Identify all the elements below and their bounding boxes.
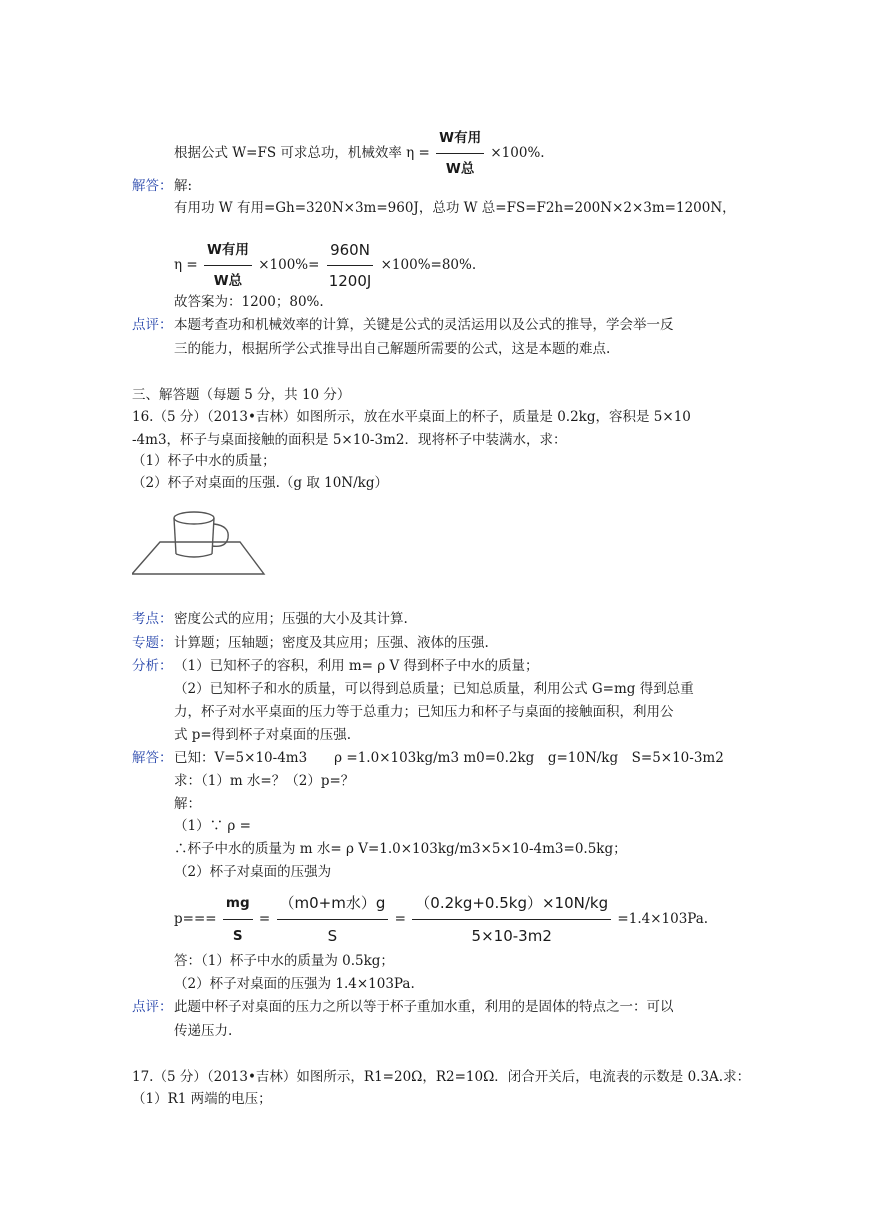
step1b-line: ∴杯子中水的质量为 m 水= ρ V=1.0×103kg/m3×5×10-4m3=0.5kg；: [174, 841, 627, 857]
pressure-formula-line: [174, 888, 708, 951]
equals-sign: =: [394, 911, 406, 927]
formula-prefix: 根据公式 W=FS 可求总功，机械效率 η =: [174, 145, 430, 161]
step2-line: （2）杯子对桌面的压强为: [174, 864, 332, 880]
q16-solution-tag: 解答：: [132, 750, 173, 766]
eta-calc-end: ×100%=80%.: [380, 257, 477, 273]
fenxi-line-2: （2）已知杯子和水的质量，可以得到总质量；已知总质量，利用公式 G=mg 得到总重: [174, 681, 694, 697]
eta-calculation-line: [174, 236, 476, 295]
pressure-numerator-1: mg: [223, 888, 253, 920]
eta-numerator: W有用: [436, 124, 484, 154]
eta-denominator: W总: [445, 161, 475, 177]
fenxi-line-1: （1）已知杯子的容积，利用 m= ρ V 得到杯子中水的质量；: [174, 658, 539, 674]
find-line: 求：（1）m 水=？（2）p=？: [174, 773, 355, 789]
zhuanti-text: 计算题；压轴题；密度及其应用；压强、液体的压强.: [174, 635, 489, 651]
eta-calc-numerator-2: 960N: [327, 236, 373, 266]
pressure-denominator-2: S: [327, 927, 338, 945]
kaodian-tag: 考点：: [132, 611, 173, 627]
q17-line-2: （1）R1 两端的电压；: [132, 1091, 272, 1107]
answer-line-1: 答：（1）杯子中水的质量为 0.5kg；: [174, 953, 394, 969]
eta-fraction: [436, 124, 484, 183]
fenxi-line-3: 力，杯子对水平桌面的压力等于总重力；已知压力和杯子与桌面的接触面积，利用公: [174, 704, 674, 720]
q16-comment-line-2: 传递压力.: [174, 1023, 233, 1039]
comment-line-2: 三的能力，根据所学公式推导出自己解题所需要的公式，这是本题的难点.: [174, 341, 611, 357]
q16-sub-2: （2）杯子对桌面的压强.（g 取 10N/kg）: [132, 475, 388, 491]
pressure-result: =1.4×103Pa.: [617, 911, 709, 927]
answer-line: 故答案为：1200；80%.: [174, 294, 324, 310]
kaodian-text: 密度公式的应用；压强的大小及其计算.: [174, 611, 408, 627]
q16-sub-1: （1）杯子中水的质量；: [132, 453, 276, 469]
eta-calc-fraction-2: [326, 236, 375, 295]
q16-line-2: -4m3，杯子与桌面接触的面积是 5×10-3m2．现将杯子中装满水，求：: [132, 432, 567, 448]
solution-tag: 解答：: [132, 178, 173, 194]
step1-line: （1）∵ ρ =: [174, 818, 251, 834]
eta-calc-denominator-1: W总: [213, 273, 243, 289]
eta-calc-prefix: η =: [174, 257, 198, 273]
q16-line-1: 16.（5 分）（2013•吉林）如图所示，放在水平桌面上的杯子，质量是 0.2kg，容积是 5×10: [132, 409, 691, 425]
cup-on-table-figure: [132, 500, 272, 582]
useful-work-line: 有用功 W 有用=Gh=320N×3m=960J，总功 W 总=FS=F2h=200N×2×3m=1200N，: [174, 200, 736, 216]
jie-line: 解：: [174, 796, 201, 812]
eta-calc-denominator-2: 1200J: [328, 272, 372, 290]
q16-comment-tag: 点评：: [132, 999, 173, 1015]
pressure-fraction-3: [412, 888, 611, 951]
pressure-denominator-1: S: [232, 928, 243, 944]
q17-line-1: 17.（5 分）（2013•吉林）如图所示，R1=20Ω，R2=10Ω．闭合开关后，电流表的示数是 0.3A.求：: [132, 1069, 751, 1085]
fenxi-tag: 分析：: [132, 658, 173, 674]
zhuanti-tag: 专题：: [132, 635, 173, 651]
eta-calc-numerator-1: W有用: [204, 236, 252, 266]
solution-intro: 解:: [174, 178, 193, 194]
known-line: 已知：V=5×10-4m3 ρ =1.0×103kg/m3 m0=0.2kg g=10N/kg S=5×10-3m2: [174, 750, 724, 766]
answer-line-2: （2）杯子对桌面的压强为 1.4×103Pa.: [174, 976, 415, 992]
pressure-denominator-3: 5×10-3m2: [471, 927, 552, 945]
pressure-numerator-3: （0.2kg+0.5kg）×10N/kg: [412, 888, 611, 920]
q16-comment-line-1: 此题中杯子对桌面的压力之所以等于杯子重加水重，利用的是固体的特点之一：可以: [174, 999, 674, 1015]
formula-suffix: ×100%.: [490, 145, 545, 161]
section-heading: 三、解答题（每题 5 分，共 10 分）: [132, 387, 351, 403]
efficiency-formula-line: [174, 124, 545, 183]
eta-calc-mid: ×100%=: [258, 257, 320, 273]
comment-tag: 点评：: [132, 317, 173, 333]
pressure-fraction-2: [277, 888, 389, 951]
pressure-prefix: p===: [174, 911, 217, 927]
pressure-numerator-2: （m0+m水）g: [277, 888, 389, 920]
pressure-fraction-1: [223, 888, 253, 951]
eta-calc-fraction-1: [204, 236, 252, 295]
comment-line-1: 本题考查功和机械效率的计算，关键是公式的灵活运用以及公式的推导，学会举一反: [174, 317, 674, 333]
fenxi-line-4: 式 p=得到杯子对桌面的压强.: [174, 727, 352, 743]
equals-sign: =: [258, 911, 271, 927]
